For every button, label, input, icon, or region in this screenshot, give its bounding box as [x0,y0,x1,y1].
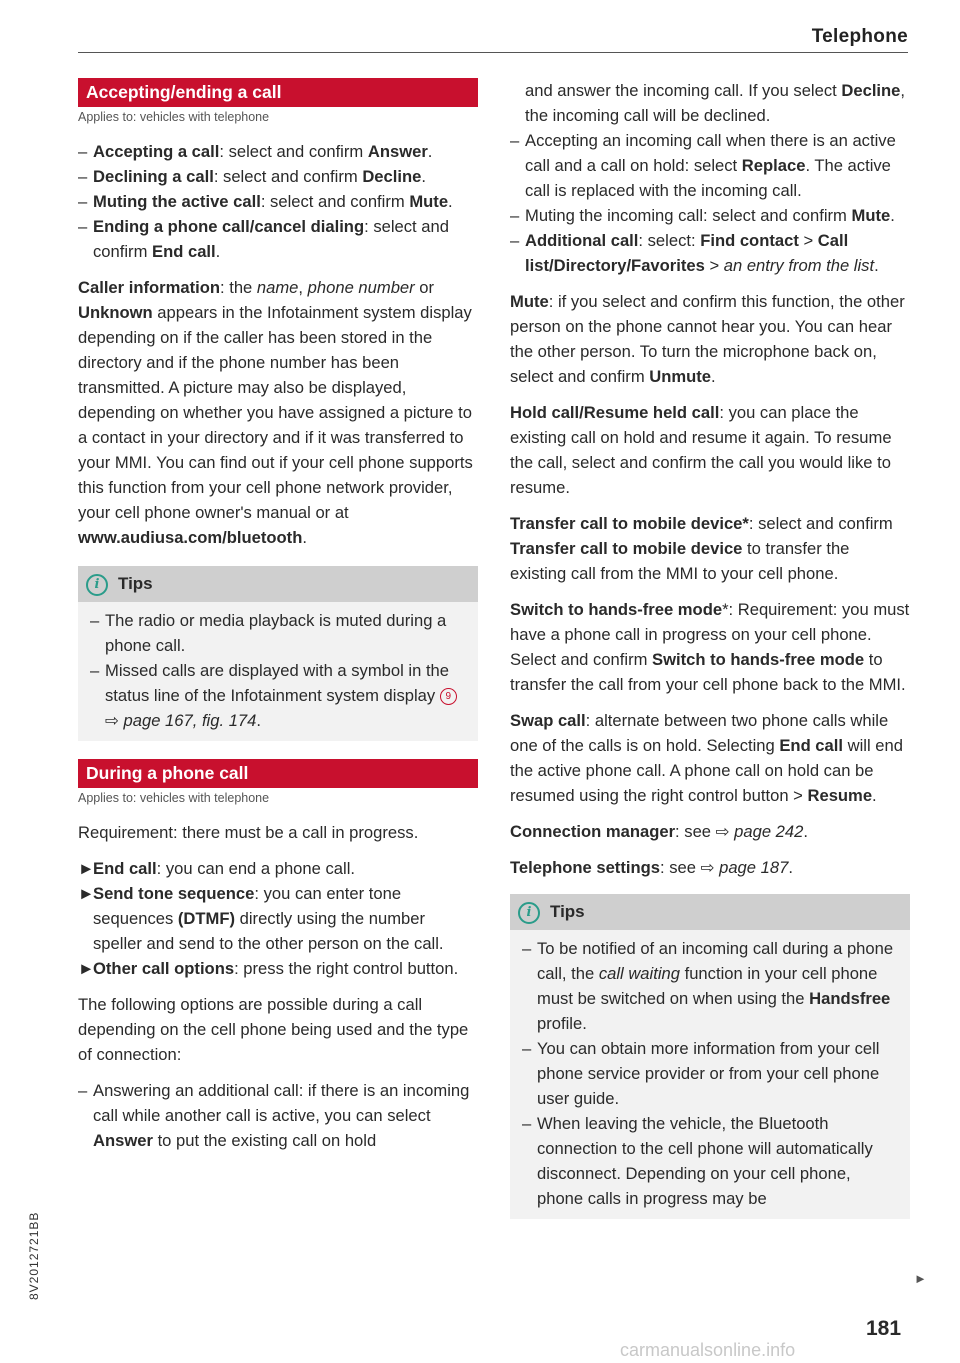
list-item: ►Send tone sequence: you can enter tone sequences (DTMF) directly using the number speller and send to the other person on the call. [78,884,444,953]
transfer-call-paragraph: Transfer call to mobile device*: select and confirm Transfer call to mobile device to transfer the existing call from the MMI to your cell phone. [510,514,893,583]
page-reference-link[interactable]: ⇨ page 187 [700,858,789,877]
section-heading-during-call: During a phone call [78,759,478,788]
header-rule [78,52,908,53]
tips-list [90,608,468,733]
swap-call-paragraph: Swap call: alternate between two phone calls while one of the calls is on hold. Selecting End call will end the active phone call. A phone call on hold can be resumed using the right control button > Resume. [510,711,903,805]
caller-information-paragraph: Caller information: the name, phone number or Unknown appears in the Infotainment system display depending on if the caller has been stored in the directory and if the phone number has been transmitted. A picture may also be displayed, depending on whether you have assigned a picture to a contact in your directory and if it was transferred to your MMI. You can find out if your cell phone supports this function from your cell phone network provider, your cell phone owner's manual or at www.audiusa.com/bluetooth. [78,278,473,547]
page-reference-link[interactable]: ⇨ page 242 [715,822,804,841]
tips-header: i Tips [78,566,478,602]
right-column [510,78,910,1237]
options-continued-list [510,78,910,278]
list-item: – When leaving the vehicle, the Bluetooth connection to the cell phone will automatically disconnect. Depending on your cell phone, phone calls in progress may be [522,1114,873,1208]
list-item: – Ending a phone call/cancel dialing: select and confirm End call. [78,217,449,261]
list-item: and answer the incoming call. If you select Decline, the incoming call will be declined. [525,81,906,125]
list-item: – To be notified of an incoming call during a phone call, the call waiting function in your cell phone must be switched on when using the Handsfree profile. [522,939,894,1033]
page-reference-link[interactable]: ⇨ page 167, fig. 174 [105,711,257,730]
list-item: – Muting the active call: select and confirm Mute. [78,192,453,211]
list-item: – Accepting an incoming call when there is an active call and a call on hold: select Replace. The active call is replaced with the incoming call. [510,131,896,200]
document-code: 8V2012721BB [27,1211,41,1300]
list-item: – Missed calls are displayed with a symbol in the status line of the Infotainment system display 9 ⇨ page 167, fig. 174. [90,658,468,733]
watermark: carmanualsonline.info [620,1340,796,1360]
requirement-text: Requirement: there must be a call in progress. [78,823,419,842]
tips-box [510,894,910,1219]
page-header-title: Telephone [811,26,908,47]
call-actions-list [78,139,478,264]
list-item: – Muting the incoming call: select and confirm Mute. [510,206,895,225]
list-item: – Answering an additional call: if there is an incoming call while another call is active, you can select Answer to put the existing call on hold [78,1081,470,1150]
list-item: ►End call: you can end a phone call. [78,859,355,878]
switch-hands-free-paragraph: Switch to hands-free mode*: Requirement: you must have a phone call in progress on your cell phone. Select and confirm Switch to hands-free mode to transfer the call from your cell phone back to the MMI. [510,600,910,694]
applies-note: Applies to: vehicles with telephone [78,791,270,805]
left-column [78,78,478,1164]
following-options-text: The following options are possible during a call depending on the cell phone being used and the type of connection: [78,995,469,1064]
tips-box [78,566,478,741]
during-call-options-list [78,856,478,981]
audi-bluetooth-link[interactable]: www.audiusa.com/bluetooth [78,528,303,547]
applies-note: Applies to: vehicles with telephone [78,110,270,124]
telephone-settings-paragraph: Telephone settings: see ⇨ page 187. [510,858,793,877]
section-heading-accepting: Accepting/ending a call [78,78,478,107]
list-item: – The radio or media playback is muted during a phone call. [90,611,447,655]
list-item: – Additional call: select: Find contact > Call list/Directory/Favorites > an entry from the list. [510,231,879,275]
info-icon: i [86,574,108,596]
continue-arrow-icon: ► [914,1271,927,1286]
additional-options-list [78,1078,478,1153]
hold-call-paragraph: Hold call/Resume held call: you can place the existing call on hold and resume it again. To resume the call, select and confirm the call you would like to resume. [510,403,892,497]
connection-manager-paragraph: Connection manager: see ⇨ page 242. [510,822,808,841]
list-item: – Accepting a call: select and confirm Answer. [78,142,433,161]
list-item: ►Other call options: press the right control button. [78,959,459,978]
list-item: – Declining a call: select and confirm Decline. [78,167,426,186]
page-number: 181 [866,1317,902,1340]
tips-list [522,936,900,1211]
info-icon: i [518,902,540,924]
list-item: – You can obtain more information from your cell phone service provider or from your cell phone user guide. [522,1039,880,1108]
tips-header: i Tips [510,894,910,930]
mute-paragraph: Mute: if you select and confirm this function, the other person on the phone cannot hear you. You can hear the other person. To turn the microphone back on, select and confirm Unmute. [510,292,905,386]
missed-call-symbol-icon: 9 [440,688,457,705]
